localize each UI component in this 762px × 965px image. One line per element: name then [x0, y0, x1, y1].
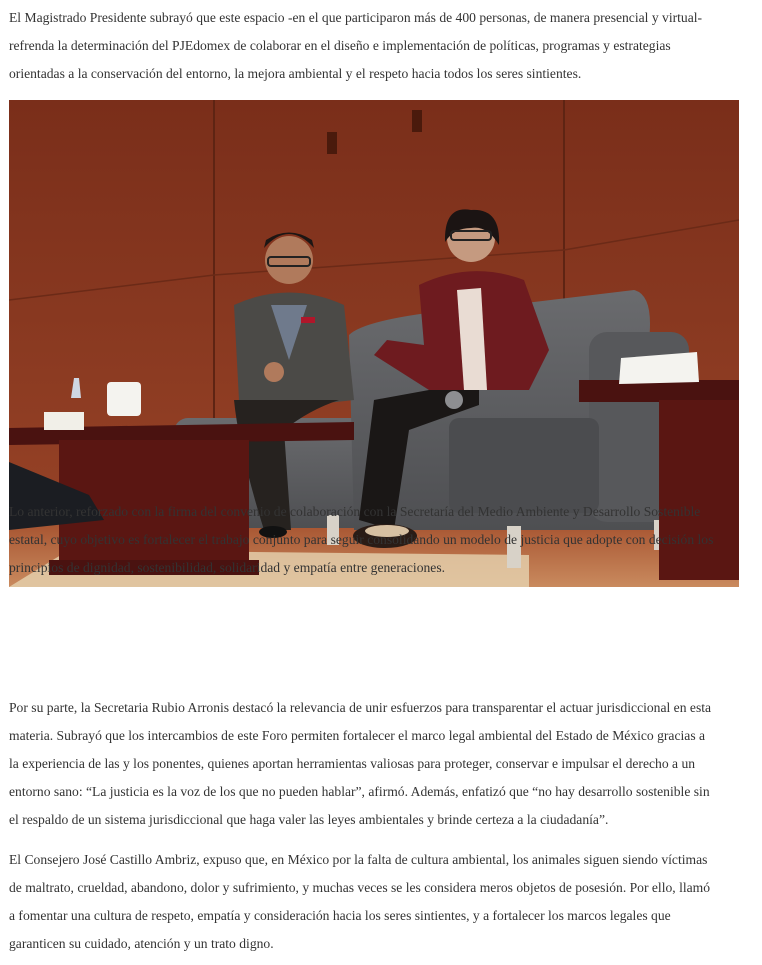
text-line: refrenda la determinación del PJEdomex de colaborar en el diseño e implementación de políticas, programas y estrategias: [9, 38, 671, 53]
text-line: principios de dignidad, sostenibilidad, solidaridad y empatía entre generaciones.: [9, 560, 446, 575]
text-line: a fomentar una cultura de respeto, empatía y consideración hacia los seres sintientes, y a fortalecer los marcos legales que: [9, 908, 671, 923]
text-line: de maltrato, crueldad, abandono, dolor y sufrimiento, y muchas veces se les considera meros objetos de posesión. Por ello, llamó: [9, 880, 711, 895]
paragraph-agreement: [9, 498, 744, 582]
text-line: orientadas a la conservación del entorno, la mejora ambiental y el respeto hacia todos los seres sintientes.: [9, 66, 582, 81]
text-line: garanticen su cuidado, atención y un trato digno.: [9, 936, 274, 951]
text-line: Lo anterior, reforzado con la firma del convenio de colaboración con la Secretaría del Medio Ambiente y Desarrollo Sostenible: [9, 504, 701, 519]
text-line: El Magistrado Presidente subrayó que este espacio -en el que participaron más de 400 personas, de manera presencial y virtual-: [9, 10, 703, 25]
text-line: estatal, cuyo objetivo es fortalecer el trabajo conjunto para seguir consolidando un modelo de justicia que adopte con decisión los: [9, 532, 714, 547]
text-line: la experiencia de las y los ponentes, quienes aportan herramientas valiosas para proteger, conservar e impulsar el derecho a un: [9, 756, 696, 771]
paragraph-intro: [9, 4, 744, 88]
text-line: el respaldo de un sistema jurisdiccional que haga valer las leyes ambientales y brinde certeza a la ciudadanía”.: [9, 812, 609, 827]
text-line: El Consejero José Castillo Ambriz, expuso que, en México por la falta de cultura ambiental, los animales siguen siendo víctimas: [9, 852, 708, 867]
paragraph-secretary: [9, 694, 744, 834]
text-line: Por su parte, la Secretaria Rubio Arronis destacó la relevancia de unir esfuerzos para transparentar el actuar jurisdiccional en esta: [9, 700, 712, 715]
text-line: materia. Subrayó que los intercambios de este Foro permiten fortalecer el marco legal ambiental del Estado de México gracias a: [9, 728, 706, 743]
paragraph-councilor: [9, 846, 744, 958]
text-line: entorno sano: “La justicia es la voz de los que no pueden hablar”, afirmó. Además, enfatizó que “no hay desarrollo sostenible sin: [9, 784, 710, 799]
